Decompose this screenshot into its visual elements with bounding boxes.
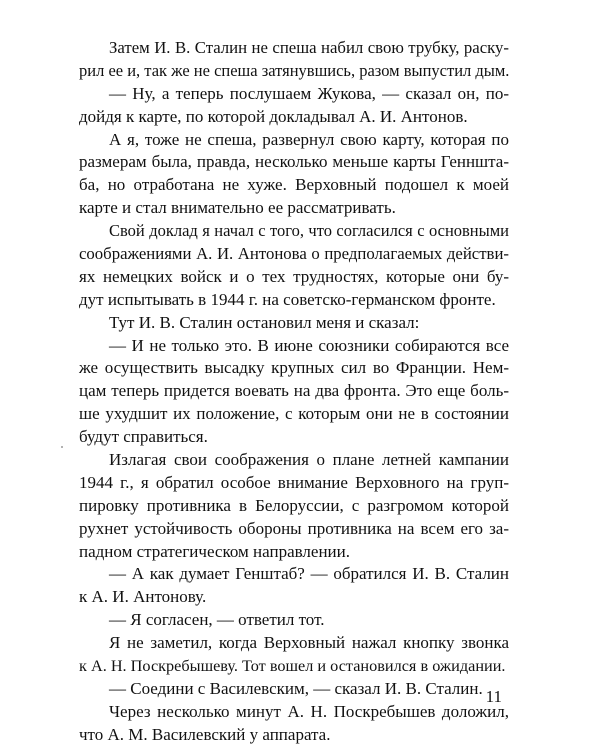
text-line: Через несколько минут А. Н. Поскребышев доложил, bbox=[109, 701, 509, 721]
text-line: — Соедини с Василевским, — сказал И. В. Сталин. bbox=[109, 678, 483, 698]
text-line: пировку противника в Белоруссии, с разгромом которой bbox=[79, 495, 509, 515]
text-line: Свой доклад я начал с того, что согласился с основными bbox=[109, 221, 509, 241]
text-line: дойдя к карте, по которой докладывал А. И. Антонов. bbox=[79, 106, 468, 126]
text-line: А я, тоже не спеша, развернул свою карту, которая по bbox=[109, 129, 509, 149]
text-line: рил ее и, так же не спеша затянувшись, разом выпустил дым. bbox=[79, 60, 510, 80]
text-line: — А как думает Генштаб? — обратился И. В. Сталин bbox=[109, 564, 509, 584]
text-line: Тут И. В. Сталин остановил меня и сказал: bbox=[109, 312, 420, 332]
text-line: же осуществить высадку крупных сил во Франции. Нем- bbox=[79, 358, 509, 378]
text-line: ба, но отработана не хуже. Верховный подошел к моей bbox=[79, 175, 509, 195]
page-number: 11 bbox=[485, 687, 502, 706]
text-line: — Ну, а теперь послушаем Жукова, — сказал он, по- bbox=[109, 83, 509, 103]
text-line: 1944 г., я обратил особое внимание Верховного на груп- bbox=[79, 472, 509, 492]
text-line: рухнет устойчивость обороны противника на всем его за- bbox=[79, 518, 509, 538]
scan-speck bbox=[61, 446, 63, 448]
text-line: к А. И. Антонову. bbox=[79, 587, 207, 607]
text-line: Я не заметил, когда Верховный нажал кнопку звонка bbox=[109, 633, 509, 653]
text-line: будут справиться. bbox=[79, 427, 208, 447]
text-line: падном стратегическом направлении. bbox=[79, 541, 350, 561]
text-line: цам теперь придется воевать на два фронта. Это еще боль- bbox=[79, 381, 509, 401]
text-line: что А. М. Василевский у аппарата. bbox=[79, 724, 331, 744]
text-line: — Я согласен, — ответил тот. bbox=[109, 610, 325, 630]
text-line: карте и стал внимательно ее рассматривать. bbox=[79, 198, 396, 218]
text-line: размерам была, правда, несколько меньше карты Генншта- bbox=[79, 152, 509, 172]
body-text bbox=[79, 37, 509, 747]
text-line: Излагая свои соображения о плане летней кампании bbox=[109, 450, 509, 470]
text-line: дут испытывать в 1944 г. на советско-германском фронте. bbox=[79, 289, 496, 309]
text-line: ях немецких войск и о тех трудностях, которые они бу- bbox=[79, 266, 509, 286]
text-line: соображениями А. И. Антонова о предполагаемых действи- bbox=[79, 244, 509, 264]
text-line: ше ухудшит их положение, с которым они не в состоянии bbox=[79, 404, 509, 424]
text-line: Затем И. В. Сталин не спеша набил свою трубку, раску- bbox=[109, 38, 509, 57]
text-line: к А. Н. Поскребышеву. Тот вошел и остановился в ожидании. bbox=[79, 657, 506, 676]
text-line: — И не только это. В июне союзники собираются все bbox=[109, 335, 509, 355]
